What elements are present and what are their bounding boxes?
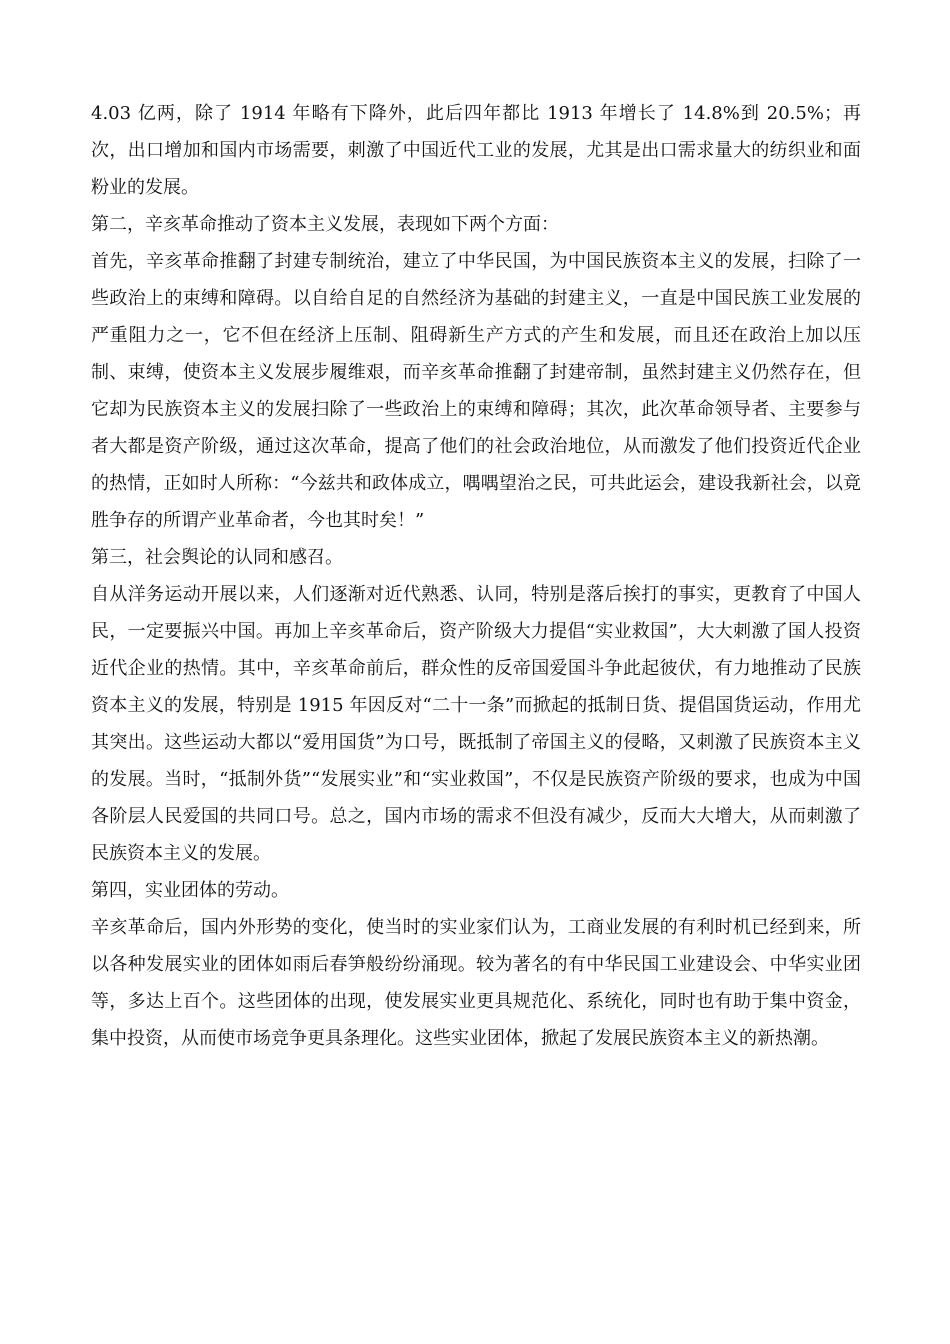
paragraph-trade-growth: 4.03 亿两，除了 1914 年略有下降外，此后四年都比 1913 年增长了 14.8%到 20.5%；再次，出口增加和国内市场需要，刺激了中国近代工业的发展，尤其是出口需求量大的纺织业和面粉业的发展。 [91,103,861,198]
document-body [91,95,861,1057]
heading-point-two: 第二，辛亥革命推动了资本主义发展，表现如下两个方面： [91,214,559,235]
paragraph-public-opinion: 自从洋务运动开展以来，人们逐渐对近代熟悉、认同，特别是落后挨打的事实，更教育了中国人民，一定要振兴中国。再加上辛亥革命后，资产阶级大力提倡“实业救国”，大大刺激了国人投资近代企业的热情。其中，辛亥革命前后，群众性的反帝国爱国斗争此起彼伏，有力地推动了民族资本主义的发展，特别是 1915 年因反对“二十一条”而掀起的抵制日货、提倡国货运动，作用尤其突出。这些运动大都以“爱用国货”为口号，既抵制了帝国主义的侵略，又刺激了民族资本主义的发展。当时，“抵制外货”“发展实业”和“实业救国”，不仅是民族资产阶级的要求，也成为中国各阶层人民爱国的共同口号。总之，国内市场的需求不但没有减少，反而大大增大，从而刺激了民族资本主义的发展。 [91,584,861,864]
paragraph-industry-groups: 辛亥革命后，国内外形势的变化，使当时的实业家们认为，工商业发展的有利时机已经到来，所以各种发展实业的团体如雨后春笋般纷纷涌现。较为著名的有中华民国工业建设会、中华实业团等，多达上百个。这些团体的出现，使发展实业更具规范化、系统化，同时也有助于集中资金，集中投资，从而使市场竞争更具条理化。这些实业团体，掀起了发展民族资本主义的新热潮。 [91,917,861,1049]
heading-point-four: 第四，实业团体的劳动。 [91,880,289,901]
paragraph-revolution-effects: 首先，辛亥革命推翻了封建专制统治，建立了中华民国，为中国民族资本主义的发展，扫除了一些政治上的束缚和障碍。以自给自足的自然经济为基础的封建主义，一直是中国民族工业发展的严重阻力之一，它不但在经济上压制、阻碍新生产方式的产生和发展，而且还在政治上加以压制、束缚，使资本主义发展步履维艰，而辛亥革命推翻了封建帝制，虽然封建主义仍然存在，但它却为民族资本主义的发展扫除了一些政治上的束缚和障碍；其次，此次革命领导者、主要参与者大都是资产阶级，通过这次革命，提高了他们的社会政治地位，从而激发了他们投资近代企业的热情，正如时人所称：“今兹共和政体成立，喁喁望治之民，可共此运会，建设我新社会，以竟胜争存的所谓产业革命者，今也其时矣！” [91,251,861,531]
heading-point-three: 第三，社会舆论的认同和感召。 [91,547,343,568]
